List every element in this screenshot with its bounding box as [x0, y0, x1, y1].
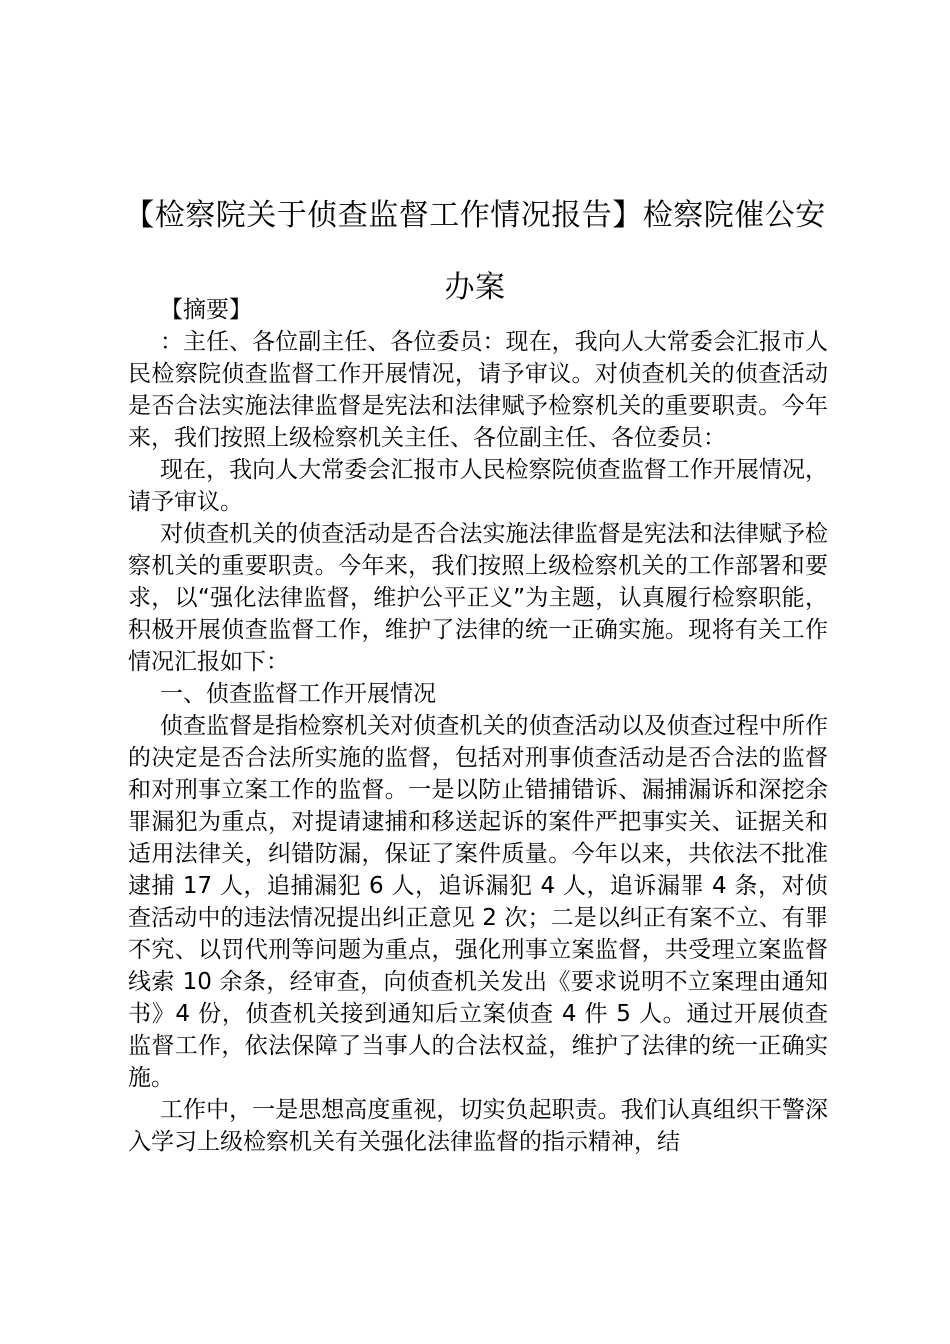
- paragraph: ：主任、各位副主任、各位委员：现在，我向人大常委会汇报市人民检察院侦查监督工作开展情况，请予审议。对侦查机关的侦查活动是否合法实施法律监督是宪法和法律赋予检察机关的重要职责。今年来，我们按照上级检察机关主任、各位副主任、各位委员：: [128, 329, 828, 451]
- paragraph: 工作中，一是思想高度重视，切实负起职责。我们认真组织干警深入学习上级检察机关有关强化法律监督的指示精神，结: [128, 1097, 828, 1155]
- paragraph: 对侦查机关的侦查活动是否合法实施法律监督是宪法和法律赋予检察机关的重要职责。今年来，我们按照上级检察机关的工作部署和要求，以“强化法律监督，维护公平正义”为主题，认真履行检察职能，积极开展侦查监督工作，维护了法律的统一正确实施。现将有关工作情况汇报如下：: [128, 521, 828, 675]
- document-title: 【检察院关于侦查监督工作情况报告】检察院催公安办案: [124, 198, 826, 305]
- section-heading: 一、侦查监督工作开展情况: [160, 681, 436, 707]
- paragraph: 侦查监督是指检察机关对侦查机关的侦查活动以及侦查过程中所作的决定是否合法所实施的监督，包括对刑事侦查活动是否合法的监督和对刑事立案工作的监督。一是以防止错捕错诉、漏捕漏诉和深挖余罪漏犯为重点，对提请逮捕和移送起诉的案件严把事实关、证据关和适用法律关，纠错防漏，保证了案件质量。今年以来，共依法不批准逮捕 17 人，追捕漏犯 6 人，追诉漏犯 4 人，追诉漏罪 4 条，对侦查活动中的违法情况提出纠正意见 2 次；二是以纠正有案不立、有罪不究、以罚代刑等问题为重点，强化刑事立案监督，共受理立案监督线索 10 余条，经审查，向侦查机关发出《要求说明不立案理由通知书》4 份，侦查机关接到通知后立案侦查 4 件 5 人。通过开展侦查监督工作，依法保障了当事人的合法权益，维护了法律的统一正确实施。: [128, 713, 828, 1091]
- document-body: [128, 294, 828, 1158]
- abstract-label: 【摘要】: [160, 297, 252, 323]
- paragraph: 现在，我向人大常委会汇报市人民检察院侦查监督工作开展情况，请予审议。: [128, 457, 828, 515]
